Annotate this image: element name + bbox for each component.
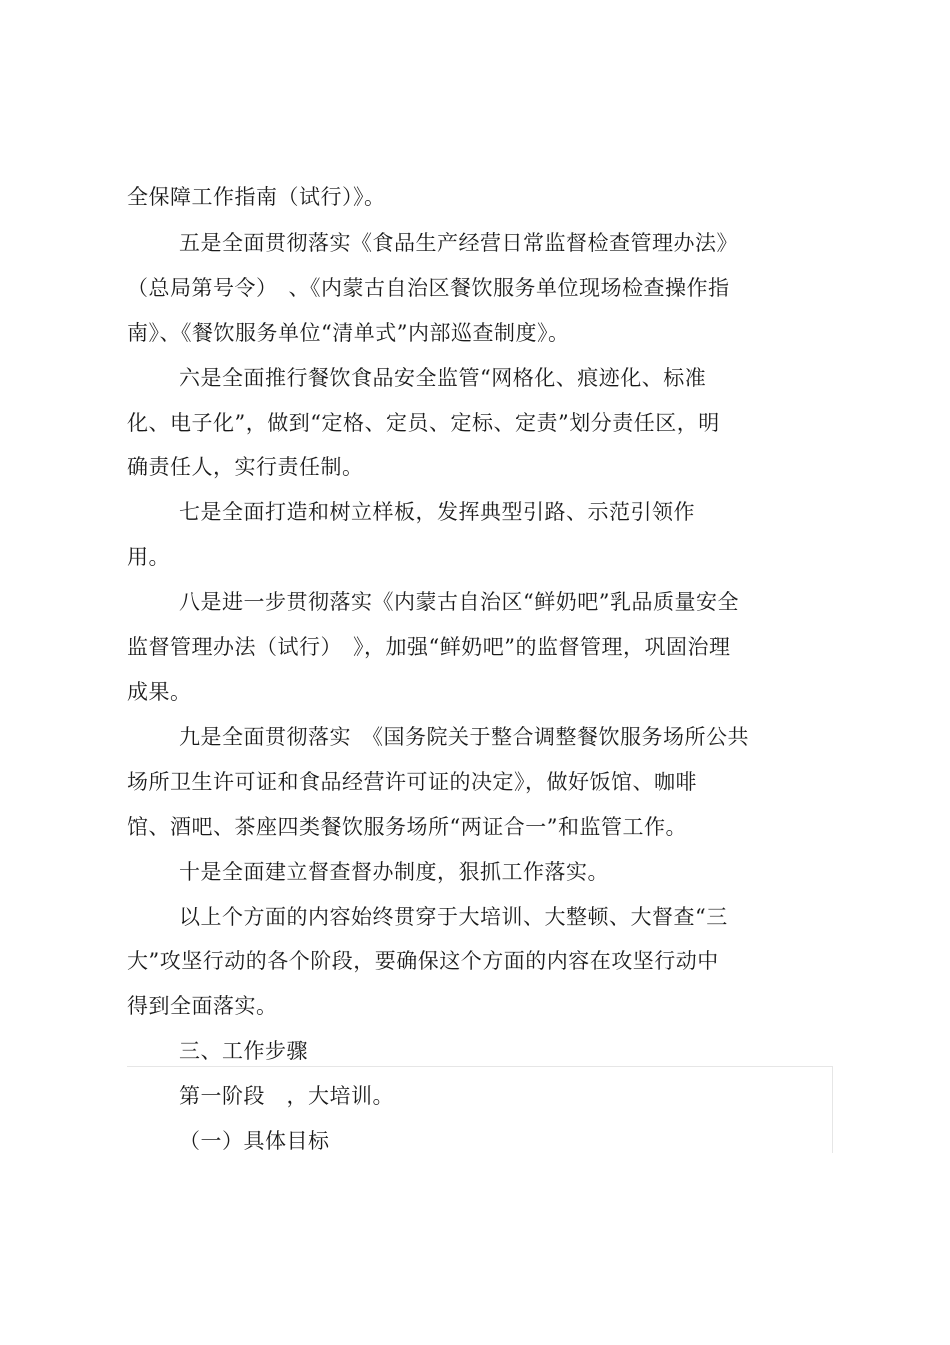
section-heading: 三、工作步骤 [179,1039,308,1063]
text-line-11: 监督管理办法（试行） 》，加强“鲜奶吧”的监督管理，巩固治理 [127,635,731,659]
text-line-9: 用。 [127,545,170,569]
text-line-2: 五是全面贯彻落实《食品生产经营日常监督检查管理办法》 [179,231,738,255]
text-line-10: 八是进一步贯彻落实《内蒙古自治区“鲜奶吧”乳品质量安全 [179,590,739,614]
text-line-5: 六是全面推行餐饮食品安全监管“网格化、痕迹化、标准 [179,366,707,390]
stage-heading: 第一阶段 ，大培训。 [179,1084,394,1108]
text-line-18: 大”攻坚行动的各个阶段，要确保这个方面的内容在攻坚行动中 [127,949,719,973]
text-line-3: （总局第号令） 、《内蒙古自治区餐饮服务单位现场检查操作指 [127,276,730,300]
text-line-16: 十是全面建立督查督办制度，狠抓工作落实。 [179,860,609,884]
text-line-19: 得到全面落实。 [127,994,278,1018]
subsection-heading: （一）具体目标 [179,1129,330,1153]
text-line-14: 场所卫生许可证和食品经营许可证的决定》，做好饭馆、咖啡 [127,770,697,794]
text-line-15: 馆、酒吧、茶座四类餐饮服务场所“两证合一”和监管工作。 [127,815,687,839]
text-line-12: 成果。 [127,680,192,704]
text-line-6: 化、电子化”，做到“定格、定员、定标、定责”划分责任区，明 [127,411,720,435]
text-line-4: 南》、《餐饮服务单位“清单式”内部巡查制度》。 [127,321,570,345]
text-line-17: 以上个方面的内容始终贯穿于大培训、大整顿、大督查“三 [179,905,728,929]
text-line-8: 七是全面打造和树立样板，发挥典型引路、示范引领作 [179,500,695,524]
text-line-1: 全保障工作指南（试行）》。 [127,185,386,209]
text-line-13: 九是全面贯彻落实 《国务院关于整合调整餐饮服务场所公共 [179,725,749,749]
text-line-7: 确责任人，实行责任制。 [127,455,364,479]
